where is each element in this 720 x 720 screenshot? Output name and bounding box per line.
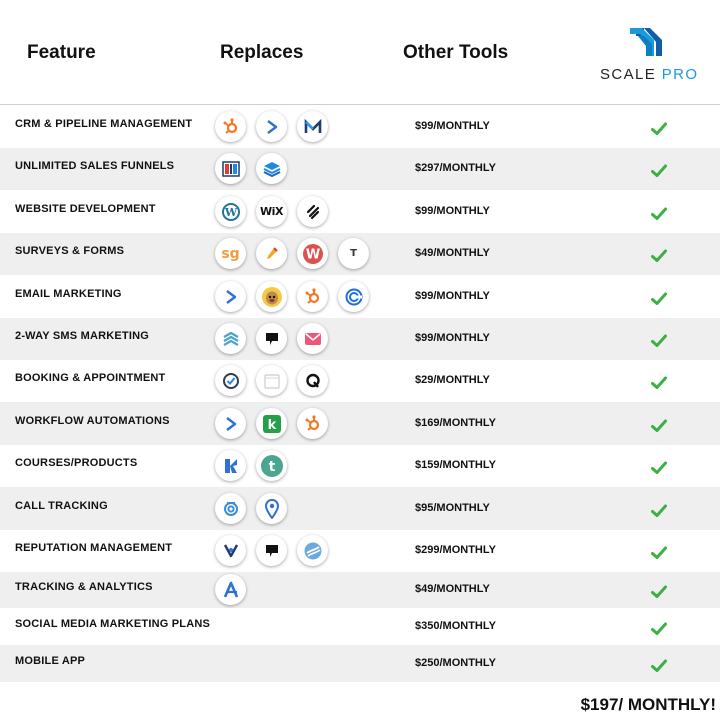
table-row (0, 487, 720, 530)
podium-icon (256, 535, 287, 566)
calendar-icon (256, 365, 287, 396)
check-icon (651, 334, 667, 348)
mailchimp-icon (256, 281, 287, 312)
wix-icon: WiX (256, 196, 287, 227)
buffer-stack-icon (256, 153, 287, 184)
teachable-icon (256, 450, 287, 481)
other-tools-price: $49/MONTHLY (415, 583, 490, 595)
replaced-tools-icons (215, 365, 328, 396)
replaced-tools-icons (215, 111, 328, 142)
table-row (0, 318, 720, 360)
other-tools-price: $350/MONTHLY (415, 620, 496, 632)
table-row (0, 360, 720, 402)
feature-name: WEBSITE DEVELOPMENT (15, 203, 156, 215)
table-row (0, 233, 720, 275)
scale-pro-logo-icon (630, 26, 664, 58)
table-row (0, 645, 720, 682)
check-icon (651, 376, 667, 390)
mail-envelope-icon (297, 323, 328, 354)
table-row (0, 572, 720, 608)
table-row (0, 445, 720, 487)
location-pin-icon (256, 493, 287, 524)
other-tools-price: $99/MONTHLY (415, 332, 490, 344)
check-icon (651, 164, 667, 178)
feature-name: WORKFLOW AUTOMATIONS (15, 415, 170, 427)
feature-name: SURVEYS & FORMS (15, 245, 125, 257)
logo-scale-text: SCALE (600, 66, 657, 83)
check-icon (651, 207, 667, 221)
replaced-tools-icons (215, 408, 328, 439)
other-tools-price: $299/MONTHLY (415, 544, 496, 556)
acuity-q-icon (297, 365, 328, 396)
check-icon (651, 504, 667, 518)
check-icon (651, 292, 667, 306)
surveygizmo-icon: sg (215, 238, 246, 269)
table-header (0, 0, 720, 105)
hubspot-icon (215, 111, 246, 142)
table-row (0, 148, 720, 190)
podium-icon (256, 323, 287, 354)
replaced-tools-icons (215, 238, 369, 269)
check-icon (651, 249, 667, 263)
replaced-tools-icons (215, 450, 287, 481)
replaced-tools-icons (215, 535, 328, 566)
other-tools-price: $29/MONTHLY (415, 374, 490, 386)
table-row (0, 608, 720, 645)
feature-name: COURSES/PRODUCTS (15, 457, 138, 469)
squarespace-icon (297, 196, 328, 227)
mailchimp-m-icon (297, 111, 328, 142)
reputation-icon (297, 535, 328, 566)
feature-name: 2-WAY SMS MARKETING (15, 330, 149, 342)
table-row (0, 530, 720, 572)
feature-name: SOCIAL MEDIA MARKETING PLANS (15, 618, 211, 630)
check-icon (651, 546, 667, 560)
check-icon (651, 461, 667, 475)
sms-layers-icon (215, 323, 246, 354)
svg-text:W: W (224, 205, 237, 219)
check-icon (651, 585, 667, 599)
birdeye-icon (215, 535, 246, 566)
replaced-tools-icons (215, 196, 328, 227)
feature-name: CRM & PIPELINE MANAGEMENT (15, 118, 193, 130)
calendly-check-icon (215, 365, 246, 396)
check-icon (651, 622, 667, 636)
table-row (0, 190, 720, 233)
svg-text:W: W (305, 247, 320, 262)
keap-icon (256, 408, 287, 439)
check-icon (651, 419, 667, 433)
typeform-icon: T (338, 238, 369, 269)
wufoo-icon (297, 238, 328, 269)
scale-pro-price: $197/ MONTHLY! (580, 695, 716, 714)
other-tools-price: $99/MONTHLY (415, 290, 490, 302)
other-tools-price: $99/MONTHLY (415, 205, 490, 217)
constant-contact-icon (338, 281, 369, 312)
replaced-tools-icons (215, 323, 328, 354)
replaced-tools-icons (215, 574, 246, 605)
feature-name: UNLIMITED SALES FUNNELS (15, 160, 175, 172)
hubspot-icon (297, 408, 328, 439)
check-icon (651, 122, 667, 136)
table-row (0, 106, 720, 148)
scale-pro-wordmark (600, 66, 699, 83)
other-tools-price: $297/MONTHLY (415, 162, 496, 174)
callrail-icon (215, 493, 246, 524)
feature-name: MOBILE APP (15, 655, 86, 667)
comparison-table (0, 106, 720, 682)
wordpress-icon (215, 196, 246, 227)
feature-name: BOOKING & APPOINTMENT (15, 372, 166, 384)
logo-pro-text: PRO (661, 66, 699, 83)
feature-name: REPUTATION MANAGEMENT (15, 542, 173, 554)
other-tools-price: $169/MONTHLY (415, 417, 496, 429)
replaced-tools-icons (215, 281, 369, 312)
clickfunnels-icon (215, 153, 246, 184)
svg-text:k: k (267, 417, 276, 433)
activecampaign-icon (215, 408, 246, 439)
other-tools-price: $49/MONTHLY (415, 247, 490, 259)
feature-name: EMAIL MARKETING (15, 288, 122, 300)
feature-name: CALL TRACKING (15, 500, 108, 512)
svg-text:t: t (268, 458, 275, 475)
other-tools-price: $159/MONTHLY (415, 459, 496, 471)
replaced-tools-icons (215, 153, 287, 184)
hubspot-icon (297, 281, 328, 312)
other-tools-price: $95/MONTHLY (415, 502, 490, 514)
activecampaign-icon (256, 111, 287, 142)
kajabi-icon (215, 450, 246, 481)
activecampaign-icon (215, 281, 246, 312)
feature-column-header: Feature (27, 42, 96, 63)
feature-name: TRACKING & ANALYTICS (15, 581, 153, 593)
replaced-tools-icons (215, 493, 287, 524)
analytics-a-icon (215, 574, 246, 605)
check-icon (651, 659, 667, 673)
table-row (0, 275, 720, 318)
formstack-icon (256, 238, 287, 269)
other-tools-price: $99/MONTHLY (415, 120, 490, 132)
scale-pro-logo (596, 26, 700, 86)
replaces-column-header: Replaces (220, 42, 304, 63)
table-row (0, 402, 720, 445)
other-tools-price: $250/MONTHLY (415, 657, 496, 669)
other-tools-column-header: Other Tools (403, 42, 509, 63)
